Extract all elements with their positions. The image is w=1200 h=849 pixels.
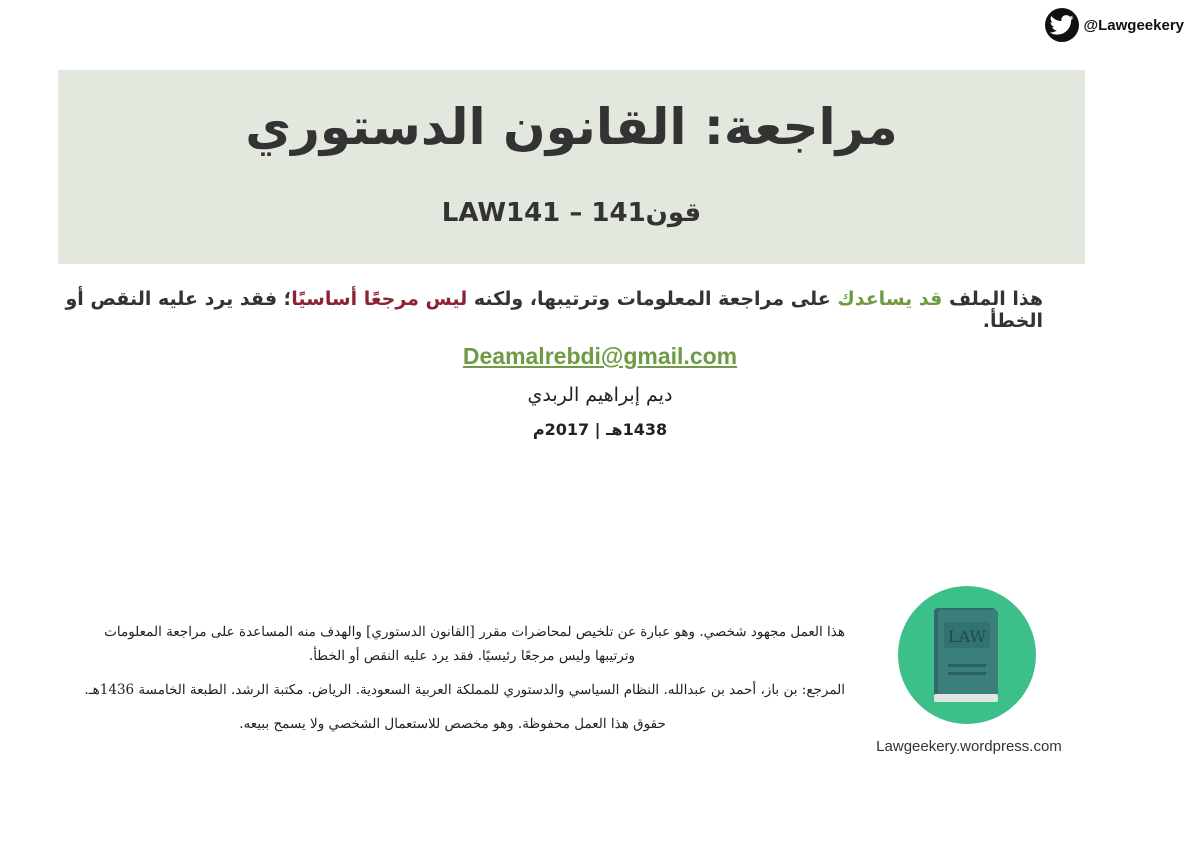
notes-line: هذا العمل مجهود شخصي. وهو عبارة عن تلخيص لمحاضرات مقرر [القانون الدستوري] والهدف منه المساعدة على مراجعة المعلومات (104, 624, 845, 640)
notes-line: وترتيبها وليس مرجعًا رئيسيًا. فقد يرد عليه النقص أو الخطأ. (308, 648, 635, 664)
page-title: مراجعة: القانون الدستوري (245, 98, 898, 156)
blog-url[interactable]: Lawgeekery.wordpress.com (876, 738, 1062, 755)
twitter-handle-badge (1045, 8, 1184, 42)
title-banner (58, 70, 1085, 264)
course-code: قون141 – LAW141 (441, 198, 702, 228)
disclaimer-part: هذا الملف (942, 288, 1043, 310)
author-name: ديم إبراهيم الربدي (527, 384, 673, 406)
reference-text: المرجع: بن باز، أحمد بن عبدالله. النظام السياسي والدستوري للمملكة العربية السعودية. الرياض. مكتبة الرشد. الطبعة الخامسة 1436هـ. (84, 682, 845, 698)
notes-intro (60, 620, 845, 668)
disclaimer-highlight-green: قد يساعدك (837, 288, 943, 310)
email-link[interactable]: Deamalrebdi@gmail.com (462, 343, 738, 369)
publication-date: 1438هـ | 2017م (532, 420, 668, 439)
twitter-handle-text: @Lawgeekery (1083, 16, 1184, 34)
notes-block (60, 620, 845, 746)
rights-text: حقوق هذا العمل محفوظة. وهو مخصص للاستعمال الشخصي ولا يسمح ببيعه. (239, 716, 666, 732)
disclaimer-part: على مراجعة المعلومات وترتيبها، ولكنه (467, 288, 838, 310)
book-label: LAW (948, 627, 986, 646)
disclaimer-part: ؛ فقد يرد عليه النقص أو الخطأ. (65, 288, 1043, 332)
twitter-bird-icon (1045, 8, 1079, 42)
disclaimer (60, 288, 1043, 332)
law-book-icon (898, 586, 1036, 724)
disclaimer-highlight-red: ليس مرجعًا أساسيًا (291, 288, 468, 310)
